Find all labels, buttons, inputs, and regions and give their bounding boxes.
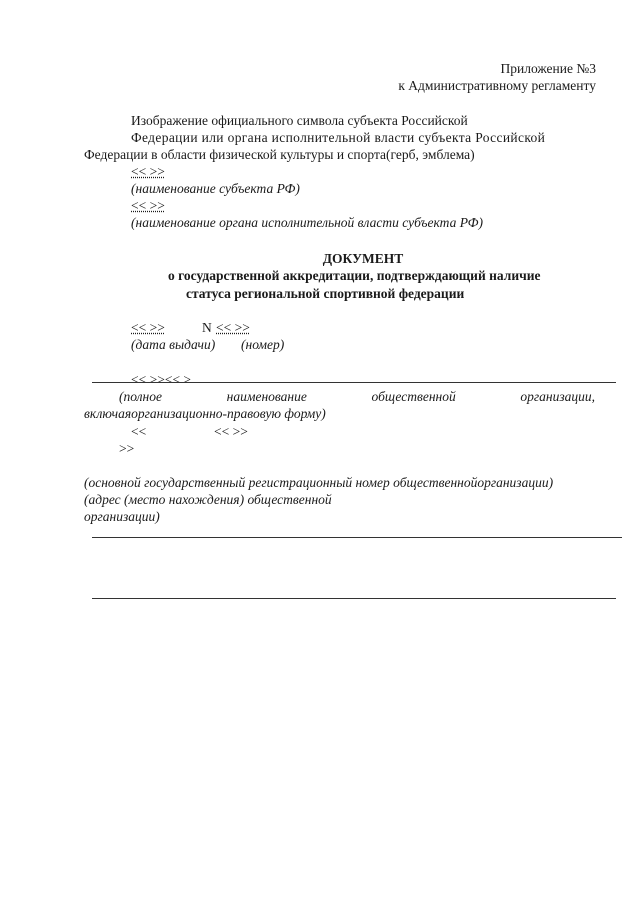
issue-date-field: << >> bbox=[131, 320, 165, 335]
document-subtitle-line-1: о государственной аккредитации, подтверждающий наличие bbox=[168, 268, 541, 283]
issue-date-caption: (дата выдачи) bbox=[131, 337, 216, 352]
symbol-text-line-2 bbox=[131, 129, 596, 146]
caption-word-1: (полное bbox=[119, 389, 162, 404]
extra-field-3: >> bbox=[119, 441, 135, 456]
symbol-text-line-3: Федерации в области физической культуры и спорта(герб, эмблема) bbox=[84, 147, 475, 162]
number-prefix: N bbox=[202, 320, 212, 335]
symbol-text-line-2-content: Федерации или органа исполнительной власти субъекта Российской bbox=[131, 130, 546, 145]
caption-word-3: общественной bbox=[371, 389, 456, 404]
subject-name-caption: (наименование субъекта РФ) bbox=[131, 181, 300, 196]
extra-field-1: << bbox=[131, 424, 147, 439]
address-line-2 bbox=[92, 598, 616, 599]
authority-name-caption: (наименование органа исполнительной власти субъекта РФ) bbox=[131, 215, 483, 230]
appendix-number: Приложение №3 bbox=[500, 61, 596, 76]
caption-word-2: наименование bbox=[226, 389, 307, 404]
appendix-regulation: к Административному регламенту bbox=[398, 78, 596, 93]
organization-name-field: << >><< > bbox=[131, 372, 192, 387]
address-caption-line-2: организации) bbox=[84, 509, 160, 524]
subject-name-field: << >> bbox=[131, 164, 165, 179]
organization-caption-line-1 bbox=[119, 388, 595, 405]
extra-field-2: << >> bbox=[214, 424, 248, 439]
address-line-1 bbox=[92, 537, 622, 538]
caption-word-4: организации, bbox=[520, 389, 595, 404]
document-title: ДОКУМЕНТ bbox=[322, 251, 404, 266]
authority-name-field: << >> bbox=[131, 198, 165, 213]
address-caption-line-1: (адрес (место нахождения) общественной bbox=[84, 492, 332, 507]
organization-name-line bbox=[92, 382, 616, 383]
ogrn-caption: (основной государственный регистрационный номер общественнойорганизации) bbox=[84, 475, 554, 490]
number-field: << >> bbox=[216, 320, 250, 335]
organization-caption-line-2: включаяорганизационно-правовую форму) bbox=[84, 406, 326, 421]
document-subtitle-line-2: статуса региональной спортивной федерации bbox=[186, 286, 465, 301]
number-caption: (номер) bbox=[241, 337, 285, 352]
symbol-text-line-1: Изображение официального символа субъекта Российской bbox=[131, 113, 468, 128]
